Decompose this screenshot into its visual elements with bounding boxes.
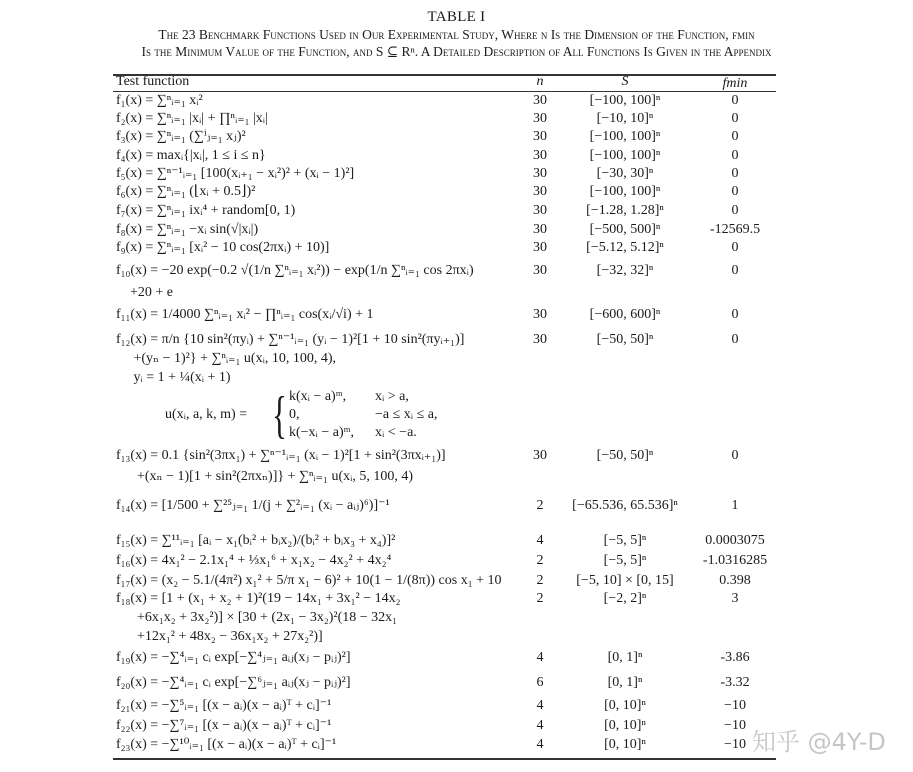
minimum-value-fmin: 0: [731, 263, 739, 278]
dimension-n: 30: [533, 93, 547, 108]
bottom-rule: [113, 758, 776, 760]
piecewise-case-cond: −a ≤ xᵢ ≤ a,: [375, 407, 438, 422]
table-caption-line-1: The 23 Benchmark Functions Used in Our Experimental Study, Where n Is the Dimension of the Function, fmin: [158, 27, 755, 42]
formula-line: f₄(x) = maxᵢ{|xᵢ|, 1 ≤ i ≤ n}: [116, 148, 266, 163]
formula-line: f₁(x) = ∑ⁿᵢ₌₁ xᵢ²: [116, 93, 203, 108]
search-range-s: [−2, 2]ⁿ: [603, 591, 647, 606]
formula-line: yᵢ = 1 + ¼(xᵢ + 1): [116, 370, 231, 385]
search-range-s: [−100, 100]ⁿ: [589, 184, 661, 199]
search-range-s: [−600, 600]ⁿ: [589, 307, 661, 322]
search-range-s: [−30, 30]ⁿ: [596, 166, 654, 181]
minimum-value-fmin: -3.86: [720, 650, 750, 665]
dimension-n: 30: [533, 222, 547, 237]
minimum-value-fmin: 0: [731, 184, 739, 199]
formula-line: f₁₃(x) = 0.1 {sin²(3πx₁) + ∑ⁿ⁻¹ᵢ₌₁ (xᵢ − 1)²[1 + sin²(3πxᵢ₊₁)]: [116, 448, 446, 463]
minimum-value-fmin: 0: [731, 93, 739, 108]
formula-line: f₂(x) = ∑ⁿᵢ₌₁ |xᵢ| + ∏ⁿᵢ₌₁ |xᵢ|: [116, 111, 268, 126]
minimum-value-fmin: 0.0003075: [705, 533, 765, 548]
formula-line: f₁₇(x) = (x₂ − 5.1/(4π²) x₁² + 5/π x₁ − 6)² + 10(1 − 1/(8π)) cos x₁ + 10: [116, 573, 502, 588]
search-range-s: [−10, 10]ⁿ: [596, 111, 654, 126]
search-range-s: [0, 1]ⁿ: [607, 650, 643, 665]
table-title: TABLE I: [427, 9, 486, 25]
minimum-value-fmin: −10: [724, 698, 746, 713]
formula-line: f₂₁(x) = −∑⁵ᵢ₌₁ [(x − aᵢ)(x − aᵢ)ᵀ + cᵢ]⁻¹: [116, 698, 332, 713]
formula-line: f₃(x) = ∑ⁿᵢ₌₁ (∑ⁱⱼ₌₁ xⱼ)²: [116, 129, 246, 144]
formula-line: +20 + e: [116, 285, 174, 300]
formula-line: f₉(x) = ∑ⁿᵢ₌₁ [xᵢ² − 10 cos(2πxᵢ) + 10)]: [116, 240, 330, 255]
formula-line: f₁₄(x) = [1/500 + ∑²⁵ⱼ₌₁ 1/(j + ∑²ᵢ₌₁ (xᵢ − aᵢⱼ)⁶)]⁻¹: [116, 498, 390, 513]
search-range-s: [−50, 50]ⁿ: [596, 448, 654, 463]
dimension-n: 30: [533, 263, 547, 278]
header-n: n: [536, 74, 544, 89]
search-range-s: [−100, 100]ⁿ: [589, 148, 661, 163]
dimension-n: 4: [536, 718, 544, 733]
dimension-n: 2: [536, 553, 544, 568]
minimum-value-fmin: 0: [731, 203, 739, 218]
formula-line: f₁₁(x) = 1/4000 ∑ⁿᵢ₌₁ xᵢ² − ∏ⁿᵢ₌₁ cos(xᵢ/√i) + 1: [116, 307, 374, 322]
search-range-s: [−32, 32]ⁿ: [596, 263, 654, 278]
piecewise-case-expr: k(xᵢ − a)ᵐ,: [289, 389, 347, 404]
piecewise-case-cond: xᵢ > a,: [375, 389, 409, 404]
dimension-n: 30: [533, 166, 547, 181]
minimum-value-fmin: 1: [731, 498, 739, 513]
dimension-n: 30: [533, 332, 547, 347]
watermark: 知乎 @4Y-D: [752, 728, 886, 756]
minimum-value-fmin: 0: [731, 307, 739, 322]
formula-line: f₂₂(x) = −∑⁷ᵢ₌₁ [(x − aᵢ)(x − aᵢ)ᵀ + cᵢ]⁻¹: [116, 718, 332, 733]
table-caption-line-2: Is the Minimum Value of the Function, and S ⊆ Rⁿ. A Detailed Description of All Functions Is Given in the Appendix: [141, 44, 772, 59]
formula-line: f₈(x) = ∑ⁿᵢ₌₁ −xᵢ sin(√|xᵢ|): [116, 222, 259, 237]
search-range-s: [0, 10]ⁿ: [604, 737, 646, 752]
minimum-value-fmin: 0: [731, 166, 739, 181]
minimum-value-fmin: 0: [731, 448, 739, 463]
dimension-n: 4: [536, 737, 544, 752]
formula-line: +(xₙ − 1)[1 + sin²(2πxₙ)]} + ∑ⁿᵢ₌₁ u(xᵢ, 5, 100, 4): [116, 469, 414, 484]
formula-line: +12x₁² + 48x₂ − 36x₁x₂ + 27x₂²)]: [116, 629, 323, 644]
minimum-value-fmin: 0: [731, 129, 739, 144]
formula-line: f₁₅(x) = ∑¹¹ᵢ₌₁ [aᵢ − x₁(bᵢ² + bᵢx₂)/(bᵢ² + bᵢx₃ + x₄)]²: [116, 533, 396, 548]
minimum-value-fmin: -1.0316285: [702, 553, 768, 568]
formula-line: +6x₁x₂ + 3x₂²)] × [30 + (2x₁ − 3x₂)²(18 − 32x₁: [116, 610, 398, 625]
search-range-s: [−65.536, 65.536]ⁿ: [572, 498, 678, 513]
piecewise-case-expr: k(−xᵢ − a)ᵐ,: [289, 425, 354, 440]
search-range-s: [0, 10]ⁿ: [604, 698, 646, 713]
dimension-n: 30: [533, 184, 547, 199]
formula-line: f₁₉(x) = −∑⁴ᵢ₌₁ cᵢ exp[−∑⁴ⱼ₌₁ aᵢⱼ(xⱼ − pᵢⱼ)²]: [116, 650, 351, 665]
minimum-value-fmin: −10: [724, 718, 746, 733]
piecewise-case-expr: 0,: [289, 407, 300, 422]
minimum-value-fmin: 0.398: [719, 573, 751, 588]
formula-line: f₇(x) = ∑ⁿᵢ₌₁ ixᵢ⁴ + random[0, 1): [116, 203, 296, 218]
dimension-n: 30: [533, 240, 547, 255]
search-range-s: [−100, 100]ⁿ: [589, 93, 661, 108]
formula-line: f₁₈(x) = [1 + (x₁ + x₂ + 1)²(19 − 14x₁ + 3x₁² − 14x₂: [116, 591, 401, 606]
piecewise-lhs: u(xᵢ, a, k, m) =: [165, 407, 248, 422]
search-range-s: [−1.28, 1.28]ⁿ: [586, 203, 664, 218]
dimension-n: 30: [533, 148, 547, 163]
header-test-function: Test function: [116, 74, 190, 89]
dimension-n: 30: [533, 203, 547, 218]
dimension-n: 30: [533, 307, 547, 322]
search-range-s: [−50, 50]ⁿ: [596, 332, 654, 347]
dimension-n: 2: [536, 591, 544, 606]
formula-line: f₂₃(x) = −∑¹⁰ᵢ₌₁ [(x − aᵢ)(x − aᵢ)ᵀ + cᵢ]⁻¹: [116, 737, 337, 752]
piecewise-case-cond: xᵢ < −a.: [375, 425, 417, 440]
dimension-n: 6: [536, 675, 544, 690]
formula-line: +(yₙ − 1)²} + ∑ⁿᵢ₌₁ u(xᵢ, 10, 100, 4),: [116, 351, 337, 366]
minimum-value-fmin: 0: [731, 148, 739, 163]
dimension-n: 30: [533, 129, 547, 144]
left-brace: {: [272, 387, 287, 444]
formula-line: f₂₀(x) = −∑⁴ᵢ₌₁ cᵢ exp[−∑⁶ⱼ₌₁ aᵢⱼ(xⱼ − pᵢⱼ)²]: [116, 675, 351, 690]
dimension-n: 30: [533, 111, 547, 126]
minimum-value-fmin: -3.32: [720, 675, 750, 690]
dimension-n: 4: [536, 650, 544, 665]
minimum-value-fmin: 0: [731, 111, 739, 126]
search-range-s: [−100, 100]ⁿ: [589, 129, 661, 144]
formula-line: f₅(x) = ∑ⁿ⁻¹ᵢ₌₁ [100(xᵢ₊₁ − xᵢ²)² + (xᵢ − 1)²]: [116, 166, 355, 181]
minimum-value-fmin: -12569.5: [709, 222, 761, 237]
formula-line: f₁₂(x) = π/n {10 sin²(πyᵢ) + ∑ⁿ⁻¹ᵢ₌₁ (yᵢ − 1)²[1 + 10 sin²(πyᵢ₊₁)]: [116, 332, 465, 347]
minimum-value-fmin: 0: [731, 332, 739, 347]
dimension-n: 2: [536, 498, 544, 513]
search-range-s: [−5, 5]ⁿ: [603, 533, 647, 548]
minimum-value-fmin: −10: [724, 737, 746, 752]
dimension-n: 4: [536, 533, 544, 548]
search-range-s: [−5, 5]ⁿ: [603, 553, 647, 568]
search-range-s: [−5.12, 5.12]ⁿ: [586, 240, 664, 255]
dimension-n: 2: [536, 573, 544, 588]
search-range-s: [0, 1]ⁿ: [607, 675, 643, 690]
search-range-s: [0, 10]ⁿ: [604, 718, 646, 733]
dimension-n: 30: [533, 448, 547, 463]
formula-line: f₁₆(x) = 4x₁² − 2.1x₁⁴ + ⅓x₁⁶ + x₁x₂ − 4x₂² + 4x₂⁴: [116, 553, 392, 568]
formula-line: f₁₀(x) = −20 exp(−0.2 √(1/n ∑ⁿᵢ₌₁ xᵢ²)) − exp(1/n ∑ⁿᵢ₌₁ cos 2πxᵢ): [116, 263, 474, 278]
header-s: S: [621, 74, 629, 89]
minimum-value-fmin: 0: [731, 240, 739, 255]
search-range-s: [−5, 10] × [0, 15]: [576, 573, 674, 588]
search-range-s: [−500, 500]ⁿ: [589, 222, 661, 237]
dimension-n: 4: [536, 698, 544, 713]
minimum-value-fmin: 3: [731, 591, 739, 606]
header-fmin: fmin: [722, 76, 748, 91]
formula-line: f₆(x) = ∑ⁿᵢ₌₁ (⌊xᵢ + 0.5⌋)²: [116, 184, 256, 199]
